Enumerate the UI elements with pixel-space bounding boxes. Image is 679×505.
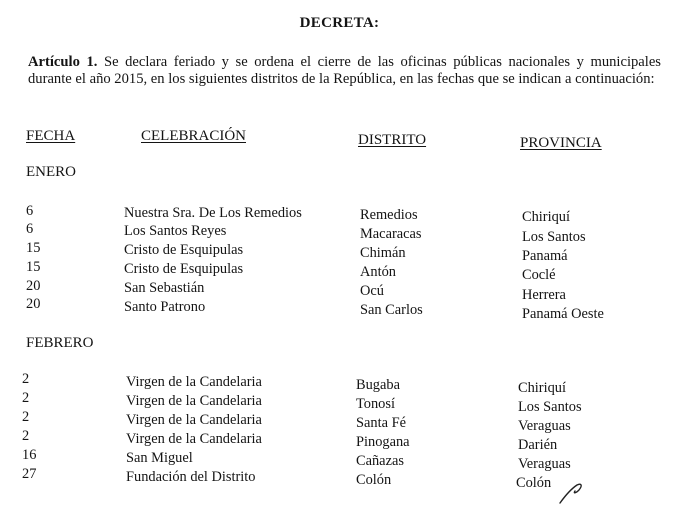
row-date: 6 <box>26 221 34 237</box>
row-province: Colón <box>516 475 552 491</box>
row-celebration: San Miguel <box>126 450 193 466</box>
row-date: 20 <box>26 296 41 312</box>
row-date: 2 <box>22 371 30 387</box>
column-header-fecha: FECHA <box>26 128 76 144</box>
row-province: Veraguas <box>518 418 571 434</box>
row-province: Darién <box>518 437 558 453</box>
month-label-enero: ENERO <box>26 164 76 180</box>
row-date: 2 <box>22 428 30 444</box>
row-province: Panamá <box>522 248 568 264</box>
row-celebration: Cristo de Esquipulas <box>124 242 244 258</box>
row-date: 27 <box>22 466 37 482</box>
row-date: 20 <box>26 278 41 294</box>
row-celebration: Virgen de la Candelaria <box>126 393 262 409</box>
row-district: Santa Fé <box>356 415 406 431</box>
row-celebration: Fundación del Distrito <box>126 469 256 485</box>
row-district: Cañazas <box>356 453 404 469</box>
row-district: Bugaba <box>356 377 400 393</box>
row-celebration: San Sebastián <box>124 280 205 296</box>
article-label: Artículo 1. <box>28 54 98 70</box>
row-district: Antón <box>360 264 396 280</box>
row-province: Panamá Oeste <box>522 306 604 322</box>
signature-mark <box>557 482 587 505</box>
row-celebration: Virgen de la Candelaria <box>126 431 262 447</box>
column-header-provincia: PROVINCIA <box>520 135 602 151</box>
row-district: Remedios <box>360 207 418 223</box>
row-date: 6 <box>26 203 34 219</box>
row-celebration: Los Santos Reyes <box>124 223 227 239</box>
column-header-distrito: DISTRITO <box>358 132 427 148</box>
month-label-febrero: FEBRERO <box>26 335 94 351</box>
row-district: Tonosí <box>356 396 395 412</box>
row-celebration: Nuestra Sra. De Los Remedios <box>124 205 302 221</box>
row-district: Chimán <box>360 245 406 261</box>
row-celebration: Virgen de la Candelaria <box>126 412 262 428</box>
row-district: Ocú <box>360 283 384 299</box>
row-province: Los Santos <box>522 229 586 245</box>
row-celebration: Santo Patrono <box>124 299 206 315</box>
row-date: 16 <box>22 447 37 463</box>
row-date: 2 <box>22 409 30 425</box>
row-celebration: Virgen de la Candelaria <box>126 374 262 390</box>
row-district: Macaracas <box>360 226 422 242</box>
row-district: Pinogana <box>356 434 410 450</box>
row-date: 15 <box>26 259 41 275</box>
article-paragraph <box>28 54 661 87</box>
row-date: 2 <box>22 390 30 406</box>
article-text: Se declara feriado y se ordena el cierre de las oficinas públicas nacionales y municipales durante el año 2015, en los siguientes distritos de la República, en las fechas que se indican a continuación: <box>28 54 661 87</box>
decree-heading: DECRETA: <box>299 15 380 31</box>
row-province: Chiriquí <box>518 380 566 396</box>
row-province: Coclé <box>522 267 556 283</box>
row-district: Colón <box>356 472 392 488</box>
row-date: 15 <box>26 240 41 256</box>
row-celebration: Cristo de Esquipulas <box>124 261 244 277</box>
row-province: Veraguas <box>518 456 571 472</box>
row-province: Chiriquí <box>522 209 570 225</box>
column-header-celebracion: CELEBRACIÓN <box>141 128 246 144</box>
row-province: Herrera <box>522 287 566 303</box>
row-province: Los Santos <box>518 399 582 415</box>
row-district: San Carlos <box>360 302 423 318</box>
